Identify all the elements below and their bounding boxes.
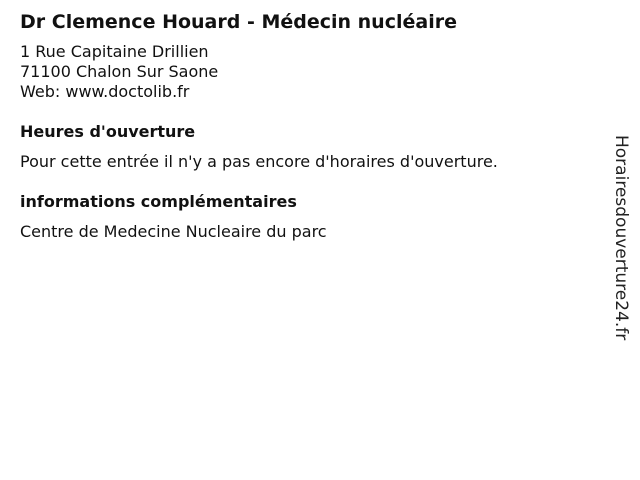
additional-info-text: Centre de Medecine Nucleaire du parc [20, 222, 327, 241]
address-city: 71100 Chalon Sur Saone [20, 62, 219, 81]
site-brand-vertical [610, 135, 632, 375]
site-brand-label: Horairesdouverture24.fr [611, 135, 631, 341]
opening-hours-heading: Heures d'ouverture [20, 122, 196, 141]
page-title: Dr Clemence Houard - Médecin nucléaire [20, 11, 457, 33]
address-street: 1 Rue Capitaine Drillien [20, 42, 209, 61]
website-link[interactable]: Web: www.doctolib.fr [20, 82, 190, 101]
address-block [20, 42, 590, 102]
listing-content [20, 8, 590, 242]
additional-info-heading: informations complémentaires [20, 192, 297, 211]
opening-hours-text: Pour cette entrée il n'y a pas encore d'horaires d'ouverture. [20, 152, 498, 171]
